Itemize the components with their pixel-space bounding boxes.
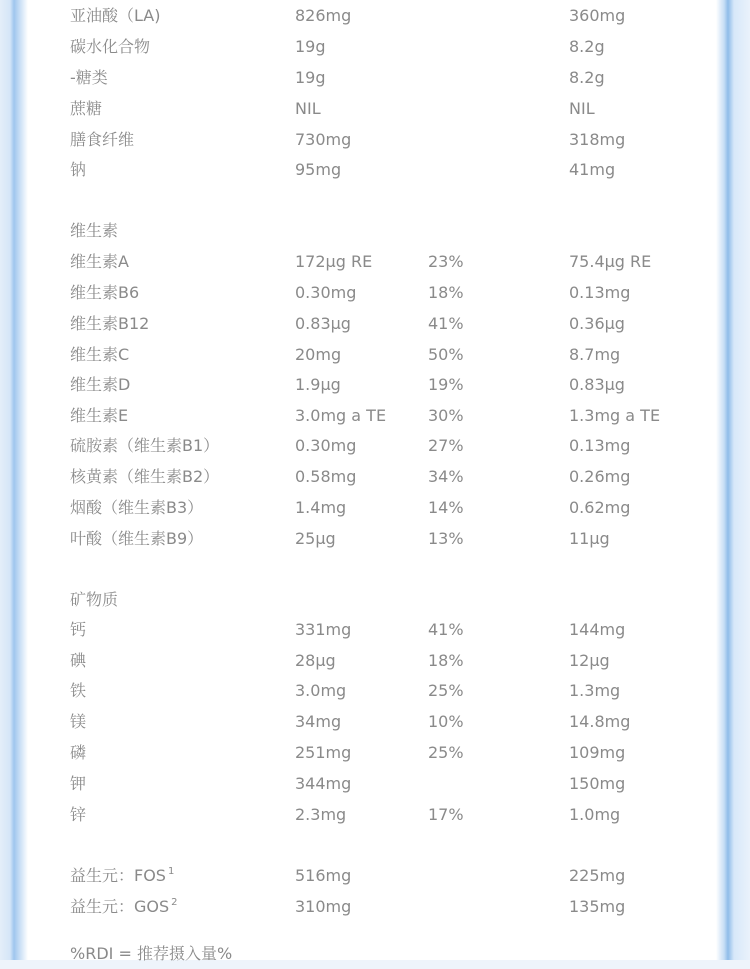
per-100ml-value: 12μg bbox=[569, 651, 610, 670]
nutrient-name bbox=[70, 799, 86, 830]
table-row bbox=[0, 860, 750, 891]
table-row bbox=[0, 891, 750, 922]
per-serving-value: 516mg bbox=[295, 866, 352, 885]
nutrient-label: 维生素D bbox=[70, 375, 131, 394]
nutrient-label: 维生素 bbox=[70, 221, 119, 240]
nutrient-name bbox=[70, 154, 86, 185]
nutrient-label: 钾 bbox=[70, 774, 87, 793]
nutrient-name bbox=[70, 215, 118, 246]
nutrient-name bbox=[70, 339, 129, 370]
per-100ml-value: 150mg bbox=[569, 774, 626, 793]
per-100ml-value: 41mg bbox=[569, 160, 616, 179]
rdi-percent: 41% bbox=[428, 314, 464, 333]
footnote-marker: 2 bbox=[171, 897, 178, 908]
table-row bbox=[0, 430, 750, 461]
per-100ml-value: 109mg bbox=[569, 743, 626, 762]
per-100ml-value: 135mg bbox=[569, 897, 626, 916]
nutrient-name bbox=[70, 369, 130, 400]
table-row bbox=[0, 645, 750, 676]
table-row bbox=[0, 93, 750, 124]
table-row bbox=[0, 154, 750, 185]
rdi-percent: 17% bbox=[428, 805, 464, 824]
per-100ml-value: 1.0mg bbox=[569, 805, 621, 824]
nutrient-label: -糖类 bbox=[70, 68, 108, 87]
per-serving-value: 172μg RE bbox=[295, 252, 373, 271]
nutrient-name bbox=[70, 124, 134, 155]
per-serving-value: 344mg bbox=[295, 774, 352, 793]
nutrient-label: 硫胺素（维生素B1） bbox=[70, 436, 220, 455]
nutrient-label: 烟酸（维生素B3） bbox=[70, 498, 204, 517]
nutrient-name bbox=[70, 584, 118, 615]
rdi-percent: 41% bbox=[428, 620, 464, 639]
rdi-footnote: %RDI = 推荐摄入量% bbox=[70, 944, 233, 963]
per-serving-value: 95mg bbox=[295, 160, 342, 179]
per-100ml-value: 0.26mg bbox=[569, 467, 631, 486]
per-100ml-value: 360mg bbox=[569, 6, 626, 25]
rdi-percent: 19% bbox=[428, 375, 464, 394]
per-serving-value: 1.4mg bbox=[295, 498, 347, 517]
per-serving-value: 730mg bbox=[295, 130, 352, 149]
rdi-percent: 18% bbox=[428, 283, 464, 302]
rdi-percent: 23% bbox=[428, 252, 464, 271]
rdi-percent: 18% bbox=[428, 651, 464, 670]
rdi-percent: 34% bbox=[428, 467, 464, 486]
per-100ml-value: 11μg bbox=[569, 529, 610, 548]
table-row bbox=[0, 124, 750, 155]
nutrient-label: 维生素B6 bbox=[70, 283, 140, 302]
per-serving-value: 0.30mg bbox=[295, 283, 357, 302]
per-serving-value: 28μg bbox=[295, 651, 336, 670]
table-row bbox=[0, 246, 750, 277]
per-serving-value: 19g bbox=[295, 68, 326, 87]
rdi-percent: 13% bbox=[428, 529, 464, 548]
rdi-percent: 25% bbox=[428, 681, 464, 700]
per-100ml-value: 1.3mg bbox=[569, 681, 621, 700]
nutrient-label: 锌 bbox=[70, 805, 87, 824]
table-row bbox=[0, 614, 750, 645]
table-row bbox=[0, 492, 750, 523]
per-serving-value: 2.3mg bbox=[295, 805, 347, 824]
table-row bbox=[0, 461, 750, 492]
rdi-percent: 27% bbox=[428, 436, 464, 455]
table-row bbox=[0, 31, 750, 62]
nutrient-label: 矿物质 bbox=[70, 590, 119, 609]
nutrient-name bbox=[70, 737, 86, 768]
per-100ml-value: 75.4μg RE bbox=[569, 252, 652, 271]
per-100ml-value: 0.36μg bbox=[569, 314, 625, 333]
nutrient-name bbox=[70, 891, 178, 925]
nutrient-name bbox=[70, 93, 102, 124]
nutrient-label: 核黄素（维生素B2） bbox=[70, 467, 220, 486]
nutrient-label: 维生素B12 bbox=[70, 314, 150, 333]
rdi-percent: 30% bbox=[428, 406, 464, 425]
nutrient-label: 维生素C bbox=[70, 345, 130, 364]
per-100ml-value: 225mg bbox=[569, 866, 626, 885]
nutrient-label: 维生素E bbox=[70, 406, 129, 425]
table-row bbox=[0, 0, 750, 31]
footnote-marker: 1 bbox=[167, 866, 175, 877]
table-row bbox=[0, 369, 750, 400]
per-serving-value: 3.0mg bbox=[295, 681, 347, 700]
nutrient-name bbox=[70, 614, 86, 645]
per-100ml-value: 1.3mg a TE bbox=[569, 406, 661, 425]
nutrient-label: 维生素A bbox=[70, 252, 129, 271]
nutrient-name bbox=[70, 430, 219, 461]
per-serving-value: 34mg bbox=[295, 712, 342, 731]
table-row bbox=[0, 675, 750, 706]
per-serving-value: 0.83μg bbox=[295, 314, 351, 333]
nutrient-name bbox=[70, 492, 203, 523]
nutrient-name bbox=[70, 31, 150, 62]
per-100ml-value: 14.8mg bbox=[569, 712, 631, 731]
rdi-percent: 14% bbox=[428, 498, 464, 517]
nutrient-name bbox=[70, 675, 86, 706]
nutrient-name bbox=[70, 645, 86, 676]
table-row bbox=[0, 400, 750, 431]
per-100ml-value: 144mg bbox=[569, 620, 626, 639]
nutrient-label: 镁 bbox=[70, 712, 87, 731]
nutrient-label: 亚油酸（LA) bbox=[70, 6, 161, 25]
nutrient-name bbox=[70, 706, 86, 737]
table-row bbox=[0, 799, 750, 830]
nutrient-name bbox=[70, 62, 108, 93]
per-100ml-value: NIL bbox=[569, 99, 595, 118]
nutrient-label: 碳水化合物 bbox=[70, 37, 151, 56]
nutrient-name bbox=[70, 523, 203, 554]
nutrient-name bbox=[70, 246, 129, 277]
nutrient-label: 益生元：GOS bbox=[70, 897, 170, 916]
table-row bbox=[0, 215, 750, 246]
nutrient-label: 铁 bbox=[70, 681, 87, 700]
table-row bbox=[0, 308, 750, 339]
per-serving-value: 331mg bbox=[295, 620, 352, 639]
nutrient-label: 叶酸（维生素B9） bbox=[70, 529, 204, 548]
per-100ml-value: 8.7mg bbox=[569, 345, 621, 364]
table-row bbox=[0, 706, 750, 737]
per-serving-value: 251mg bbox=[295, 743, 352, 762]
rdi-percent: 50% bbox=[428, 345, 464, 364]
table-row bbox=[0, 584, 750, 615]
table-row bbox=[0, 737, 750, 768]
nutrient-label: 益生元：FOS bbox=[70, 866, 166, 885]
per-100ml-value: 0.62mg bbox=[569, 498, 631, 517]
per-serving-value: 0.58mg bbox=[295, 467, 357, 486]
nutrient-label: 磷 bbox=[70, 743, 87, 762]
table-row bbox=[0, 62, 750, 93]
per-serving-value: 3.0mg a TE bbox=[295, 406, 387, 425]
rdi-percent: 10% bbox=[428, 712, 464, 731]
rdi-percent: 25% bbox=[428, 743, 464, 762]
per-serving-value: 20mg bbox=[295, 345, 342, 364]
nutrient-label: 膳食纤维 bbox=[70, 130, 135, 149]
per-100ml-value: 8.2g bbox=[569, 37, 605, 56]
table-row bbox=[0, 768, 750, 799]
nutrient-name bbox=[70, 0, 160, 31]
per-100ml-value: 0.83μg bbox=[569, 375, 625, 394]
per-100ml-value: 0.13mg bbox=[569, 283, 631, 302]
per-serving-value: NIL bbox=[295, 99, 321, 118]
nutrient-label: 碘 bbox=[70, 651, 87, 670]
nutrient-name bbox=[70, 860, 174, 894]
per-100ml-value: 318mg bbox=[569, 130, 626, 149]
per-100ml-value: 8.2g bbox=[569, 68, 605, 87]
nutrient-name bbox=[70, 400, 128, 431]
per-serving-value: 19g bbox=[295, 37, 326, 56]
nutrient-label: 钙 bbox=[70, 620, 87, 639]
per-serving-value: 25μg bbox=[295, 529, 336, 548]
per-serving-value: 826mg bbox=[295, 6, 352, 25]
table-row bbox=[0, 277, 750, 308]
nutrient-name bbox=[70, 768, 86, 799]
per-serving-value: 1.9μg bbox=[295, 375, 341, 394]
per-serving-value: 0.30mg bbox=[295, 436, 357, 455]
nutrient-name bbox=[70, 461, 219, 492]
nutrient-name bbox=[70, 308, 149, 339]
table-row bbox=[0, 523, 750, 554]
nutrient-label: 钠 bbox=[70, 160, 87, 179]
nutrient-name bbox=[70, 277, 139, 308]
per-100ml-value: 0.13mg bbox=[569, 436, 631, 455]
nutrient-label: 蔗糖 bbox=[70, 99, 103, 118]
table-row bbox=[0, 339, 750, 370]
per-serving-value: 310mg bbox=[295, 897, 352, 916]
